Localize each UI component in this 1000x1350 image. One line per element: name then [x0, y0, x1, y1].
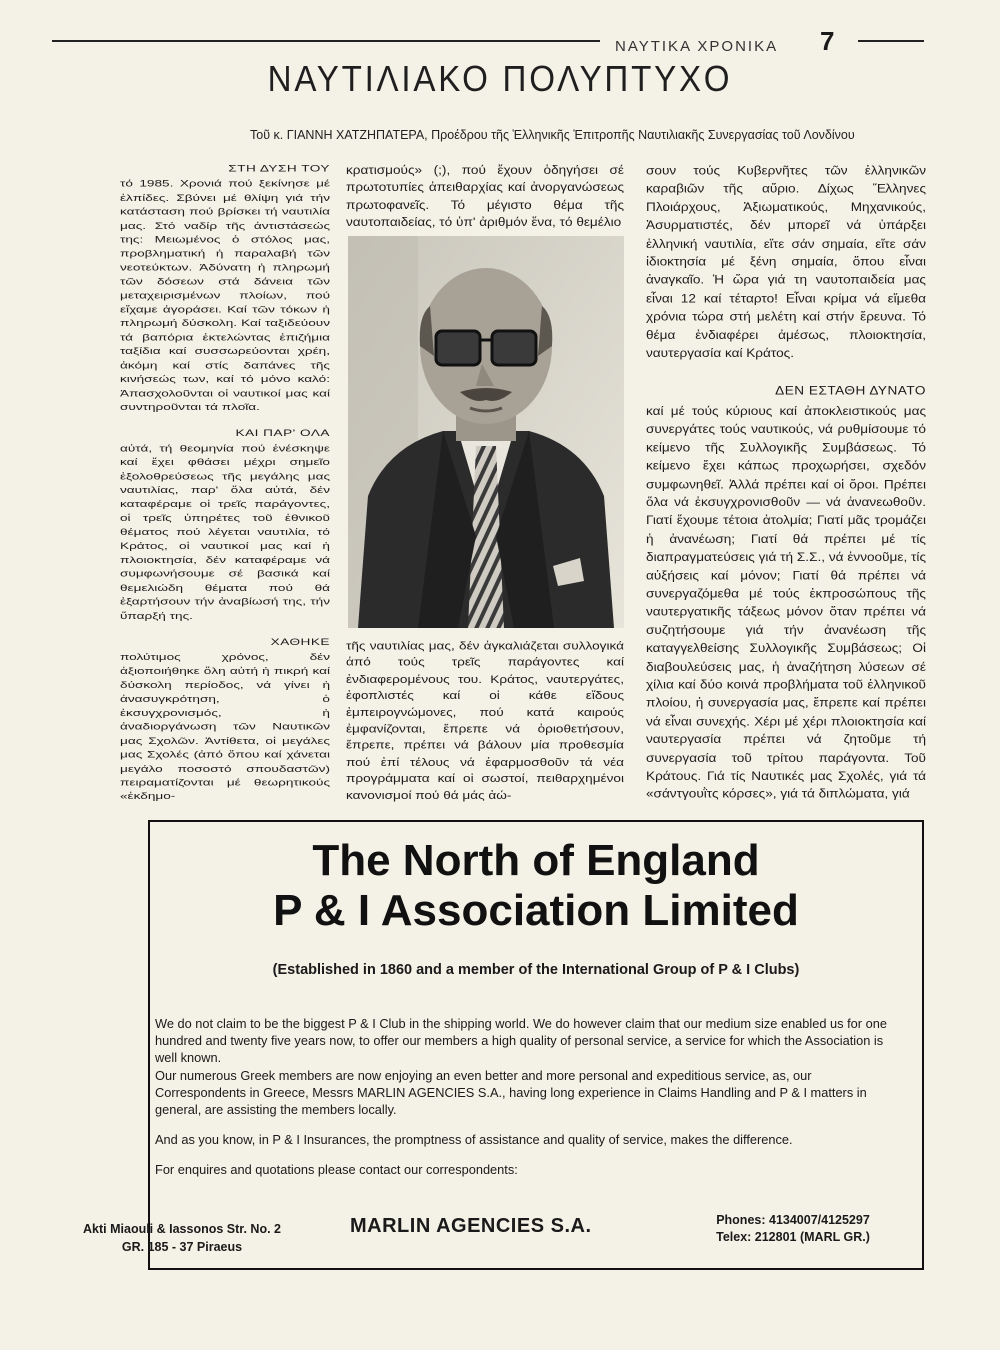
- author-portrait-photo: [348, 236, 624, 628]
- paragraph: κρατισμούς» (;), πού ἔχουν ὁδηγήσει σέ πρωτοτυπίες ἀπειθαρχίας καί ἀνοργανώσεως πρωτοφανεῖς. Τό μέγιστο θέμα τῆς ναυτοπαιδείας, τό ὑπ' ἀριθμόν ἕνα, τό θεμέλιο: [346, 163, 624, 229]
- article-column-1: [120, 162, 330, 804]
- article-column-2-bottom: [346, 638, 624, 804]
- portrait-illustration: [348, 236, 624, 628]
- ad-address: [72, 1220, 292, 1256]
- subheading: ΔΕΝ ΕΣΤΑΘΗ ΔΥΝΑΤΟ: [775, 384, 926, 398]
- address-line-2: GR. 185 - 37 Piraeus: [121, 1240, 243, 1254]
- article-column-3: [646, 162, 926, 804]
- ad-paragraph: We do not claim to be the biggest P & I Club in the shipping world. We do however claim that our medium size enabled us for one hundred and twenty five years now, to offer our members a high quality of personal service, a service for which the Association is well known.: [155, 1016, 887, 1066]
- telex: Telex: 212801 (MARL GR.): [716, 1230, 870, 1244]
- ad-agency-name: MARLIN AGENCIES S.A.: [350, 1215, 592, 1237]
- ad-body: [155, 1015, 895, 1179]
- paragraph: τῆς ναυτιλίας μας, δέν ἀγκαλιάζεται συλλογικά ἀπό τούς τρεῖς παράγοντες καί ἐνδιαφερομένους του. Κράτος, ναυτεργάτες, ἐφοπλιστές καί οἱ κάθε εἴδους ἐμπειρογνώμονες, πού κατά καιρούς ἐμφανίζονται, ἔπρεπε νά ὁριοθετήσουν, ἔπρεπε, πρέπει νά βάλουν μία προθεσμία πού ἐπί τέλους νά ἐφαρμοσθοῦν τά νέα προγράμματα καί οἱ σωστοί, πειθαρχημένοι κανονισμοί πού θά μάς ἀώ-: [346, 639, 624, 802]
- phones: Phones: 4134007/4125297: [716, 1213, 870, 1227]
- headline: ΝΑΥΤΙΛΙΑΚΟ ΠΟΛΥΠΤΥΧΟ: [267, 58, 733, 99]
- address-line-1: Akti Miaouli & Iassonos Str. No. 2: [83, 1222, 281, 1236]
- top-rule-right: [858, 40, 924, 42]
- subheading: ΚΑΙ ΠΑΡ' ΟΛΑ: [235, 427, 330, 439]
- ad-title-line-2: P & I Association Limited: [273, 886, 799, 935]
- paragraph: αὐτά, τή θεομηνία πού ἐνέσκηψε καί ἔχει φθάσει μέχρι σημεῖο ἐξολοθρεύσεως τῆς μεγάλης μας ναυτιλίας, παρ' ὅλα αὐτά, δέν καταφέραμε οἱ τρεῖς παράγοντες, οἱ τρεῖς ὑπηρέτες τοῦ ἐθνικοῦ θέματος πού λέγεται ναυτιλία, τό Κράτος, οἱ ναυτικοί μας καί ἡ πλοιοκτησία, δέν καταφέραμε νά συμφωνήσουμε σέ βασικά καί θεμελιώδη θέματα πού θά ἐξαρτήσουν τήν ἀναβίωσή της, τήν ὕπαρξή της.: [120, 443, 330, 621]
- subheading: ΧΑΘΗΚΕ: [270, 636, 330, 647]
- paragraph: πολύτιμος χρόνος, δέν ἀξιοποιήθηκε ὅλη αὐτή ἡ πικρή καί δύσκολη περίοδος, νά γίνει ἡ ἀνασυγκρότηση, ὁ ἐκσυγχρονισμός, ἡ ἀναδιοργάνωση τῶν Ναυτικῶν μας Σχολῶν. Ἀντίθετα, οἱ μεγάλες μας Σχολές (ἀπό ὅπου καί χάνεται μεγάλο ποσοστό σπουδαστῶν) πειραματίζονται μέ θεωρητικούς «ἐκδημο-: [120, 651, 330, 802]
- ad-title-line-1: The North of England: [312, 836, 760, 885]
- ad-paragraph: Our numerous Greek members are now enjoying an even better and more personal and expeditious service, as, our Correspondents in Greece, Messrs MARLIN AGENCIES S.A., having long experience in Claims Handling and P & I matters in general, are assisting the members locally.: [155, 1067, 867, 1118]
- ad-contact: [698, 1212, 888, 1246]
- ad-paragraph: For enquires and quotations please contact our correspondents:: [155, 1162, 518, 1178]
- paragraph: καί μέ τούς κύριους καί ἀποκλειστικούς μας συνεργάτες τούς ναυτικούς, νά ρυθμίσουμε τό κείμενο τῆς Συλλογικῆς Συμβάσεως. Τό κείμενο ἔχει κάπως προχωρήσει, σχεδόν συμφωνηθεῖ. Ἀλλά πρέπει καί οἱ ὅροι. Πρέπει ὅλα νά ἐκσυγχρονισθοῦν — νά ἀνανεωθοῦν. Γιατί ἔχουμε τέτοια ἀτολμία; Γιατί μᾶς τρομάζει ἡ ἀνανέωση; Γιατί θά πρέπει μέ τίς διαπραγματεύσεις γιά τή Σ.Σ., νά ἐννοοῦμε, τίς αὐξήσεις καί μόνον; Γιατί θά πρέπει νά συνεργαζόμεθα μέ τούς ἐκπροσώπους τῆς ναυτεργατικῆς τάξεως μόνον ὅταν πρέπει νά συζητήσουμε γιά τήν ἀνανέωση τῆς καταγγελθείσης Συλλογικῆς Συμβάσεως; Οἱ διαβουλεύσεις μας, ἡ ἀναζήτηση λύσεων σέ χίλια καί δύο κοινά προβλήματα τοῦ ἑλληνικοῦ πλοίου, ἡ συνεργασία μας, ἔπρεπε καί πρέπει νά εἶναι συνεχής. Χέρι μέ χέρι πλοιοκτησία καί ναυτεργασία πρέπει νά ζητοῦμε τή συνεργασία τοῦ τρίτου παράγοντα. Τοῦ Κράτους. Γιά τίς Ναυτικές μας Σχολές, γιά τά «σάντγουῒτς κόρσες», γιά τά διπλώματα, γιά: [646, 404, 926, 801]
- ad-established-note: (Established in 1860 and a member of the International Group of P & I Clubs): [272, 962, 800, 978]
- byline: Τοῦ κ. ΓΙΑΝΝΗ ΧΑΤΖΗΠΑΤΕΡΑ, Προέδρου τῆς Ἑλληνικῆς Ἐπιτροπῆς Ναυτιλιακῆς Συνεργασίας τοῦ Λονδίνου: [250, 128, 855, 142]
- paragraph: τό 1985. Χρονιά πού ξεκίνησε μέ ἐλπίδες. Σβύνει μέ θλίψη γιά τήν κατάσταση πού βρίσκει τή ναυτιλία μας. Στό ναδίρ τῆς ἀντιστάσεώς της: Μειωμένος ὁ στόλος μας, προβληματική ἡ παραλαβή τῶν νεοτεύκτων. Ἀδύνατη ἡ πληρωμή τῶν δόσεων στά δάνεια τῶν μεταχειρισμένων πλοίων, πού εἴχαμε ἀγοράσει. Καί τῶν τόκων ἡ πληρωμή δύσκολη. Καί ταξιδεύουν τά βαπόρια ἐκτελώντας ἐπιζήμια ταξίδια καί συσσωρεύονται χρέη, ἀκόμη καί στίς δαπάνες τῆς κινήσεώς των, καί τό μόνο καλό: Ἀπασχολοῦνται οἱ ναυτικοί μας καί συντηροῦνται τά πλοῖα.: [120, 178, 330, 412]
- article-column-2-top: [346, 162, 624, 232]
- ad-paragraph: And as you know, in P & I Insurances, the promptness of assistance and quality of service, makes the difference.: [155, 1132, 793, 1148]
- page-number: 7: [820, 26, 835, 56]
- paragraph: σουν τούς Κυβερνῆτες τῶν ἑλληνικῶν καραβιῶν τῆς αὔριο. Δίχως Ἕλληνες Πλοιάρχους, Ἀξιωματικούς, Μηχανικούς, Ἀσυρματιστές, δέν μπορεῖ νά ὑπάρξει ἑλληνική ναυτιλία, εἴτε σάν σημαία, εἴτε σάν ἰδιοκτησία μέ ξένη σημαία, ὅπου εἶναι ἀναγκαῖο. Ἡ ὥρα γιά τη ναυτοπαιδεία μας εἶναι 12 καί τέταρτο! Εἶναι κρίμα νά εἴμεθα χρόνια τώρα στή μελέτη καί στήν ἔρευνα. Τό θέμα ἐνδιαφέρει ἀμέσως, πλοιοκτησία, ναυτεργασία καί Κράτος.: [646, 163, 926, 360]
- subheading: ΣΤΗ ΔΥΣΗ ΤΟΥ: [228, 163, 330, 174]
- publication-name: ΝΑΥΤΙΚΑ ΧΡΟΝΙΚΑ: [615, 38, 779, 55]
